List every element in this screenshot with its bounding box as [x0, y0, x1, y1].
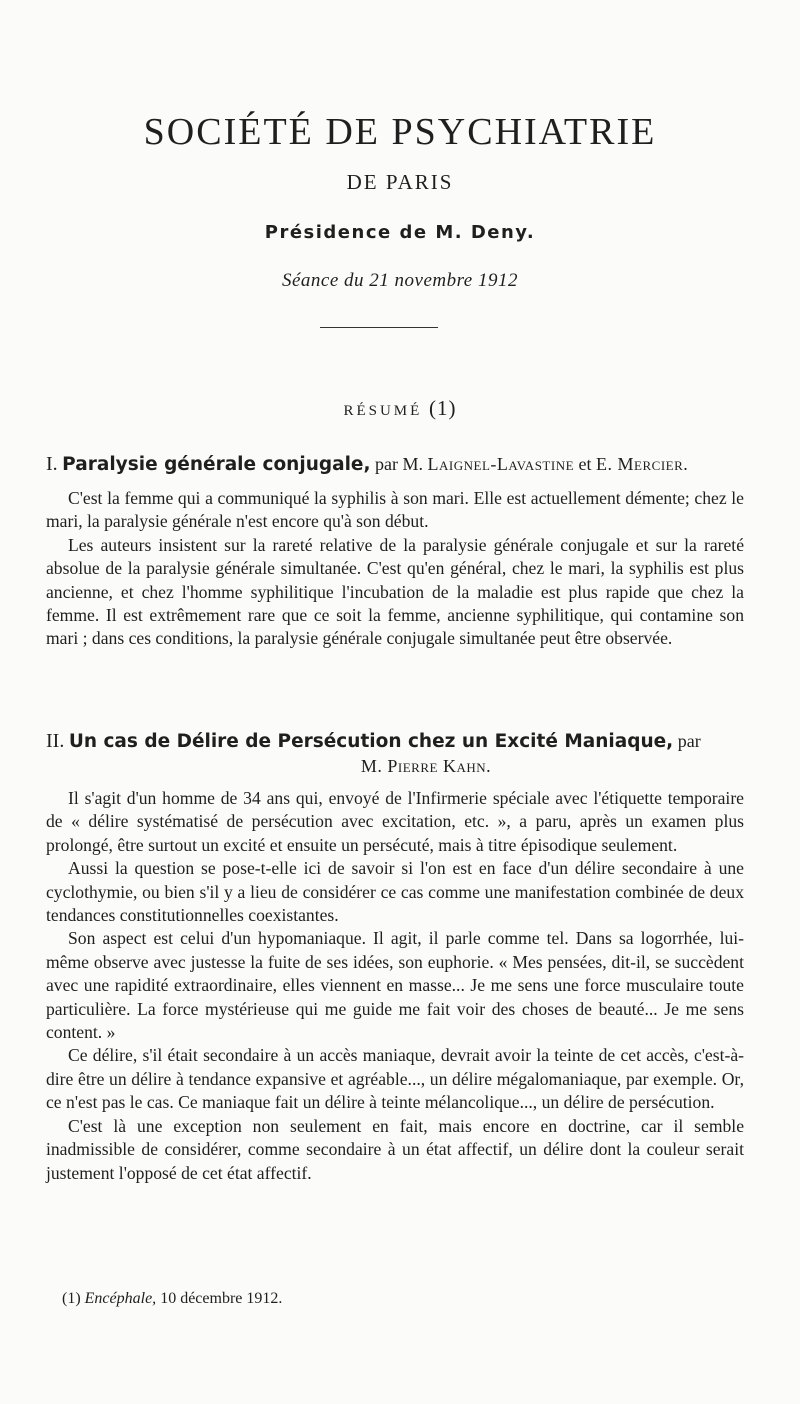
section-2-title: Un cas de Délire de Persécution chez un Excité Maniaque,: [68, 731, 674, 752]
resume-label: RÉSUMÉ: [343, 403, 423, 419]
resume-footnote-ref: (1): [429, 396, 457, 420]
footnote-mark: (1): [62, 1290, 81, 1307]
page-title: SOCIÉTÉ DE PSYCHIATRIE: [143, 111, 657, 153]
paragraph: Son aspect est celui d'un hypomaniaque. Il agit, il parle comme tel. Dans sa logorrhée, lui-même observe avec justesse la fuite de ses idées, son euphorie. « Mes pensées, dit-il, se succèdent avec une rapidité extraordinaire, elles viennent en masse... Je me sens une force musculaire toute particulière. La force mystérieuse qui me guide me fait voir des choses de beauté... Je me sens content. »: [46, 928, 744, 1043]
section-2-heading: [46, 729, 746, 778]
section-1-author-2: E. Mercier.: [596, 454, 689, 474]
section-1-body: [46, 487, 744, 651]
section-2-by: par: [677, 731, 701, 751]
paragraph: Les auteurs insistent sur la rareté relative de la paralysie générale conjugale et sur la rareté absolue de la paralysie générale simultanée. C'est qu'en général, chez le mari, la syphilis est plus ancienne, et chez l'homme syphilitique l'incubation de la maladie est plus rapide que chez la femme. Il est extrêmement rare que ce soit la femme, ancienne syphilitique, qui contamine son mari ; dans ces conditions, la paralysie générale conjugale simultanée peut être observée.: [46, 534, 744, 649]
section-1-by: par M.: [375, 454, 424, 474]
section-2-number: II.: [46, 730, 65, 752]
seance-date: Séance du 21 novembre 1912: [281, 270, 518, 291]
paragraph: Il s'agit d'un homme de 34 ans qui, envoyé de l'Infirmerie spéciale avec l'étiquette temporaire de « délire systématisé de persécution avec excitation, etc. », a paru, après un examen plus prolongé, être surtout un excité et ensuite un persécuté, mais à titre épisodique seulement.: [46, 788, 744, 855]
presidence-line: Présidence de M. Deny.: [264, 222, 536, 243]
footnote: [62, 1290, 742, 1308]
footnote-date: 10 décembre 1912.: [160, 1290, 283, 1307]
section-1-heading: [46, 452, 746, 477]
resume-heading: [0, 396, 800, 421]
paragraph: C'est là une exception non seulement en fait, mais encore en doctrine, car il semble inadmissible de considérer, comme secondaire à un état affectif, un délire dont la couleur serait justement l'opposé de cet état affectif.: [46, 1115, 744, 1183]
section-2-author: M. Pierre Kahn.: [360, 756, 492, 776]
title-divider: [320, 327, 438, 328]
section-1-author-1: Laignel-Lavastine: [427, 454, 575, 474]
section-1-title: Paralysie générale conjugale,: [62, 454, 371, 475]
paragraph: Ce délire, s'il était secondaire à un accès maniaque, devrait avoir la teinte de cet accès, c'est-à-dire être un délire à tendance expansive et agréable..., un délire mégalomaniaque, par exemple. Or, ce n'est pas le cas. Ce maniaque fait un délire à teinte mélancolique..., un délire de persécution.: [46, 1045, 744, 1113]
section-1-and: et: [578, 454, 592, 474]
section-2-body: [46, 787, 744, 1185]
paragraph: C'est la femme qui a communiqué la syphilis à son mari. Elle est actuellement démente; chez le mari, la paralysie générale n'est encore qu'à son début.: [46, 488, 744, 532]
paragraph: Aussi la question se pose-t-elle ici de savoir si l'on est en face d'un délire secondaire à une cyclothymie, ou bien s'il y a lieu de considérer ce cas comme une manifestation combinée de deux tendances constitutionnelles coexistantes.: [46, 858, 744, 926]
page-subtitle: DE PARIS: [346, 170, 454, 194]
footnote-source: Encéphale,: [84, 1290, 157, 1307]
section-1-number: I.: [46, 453, 58, 475]
